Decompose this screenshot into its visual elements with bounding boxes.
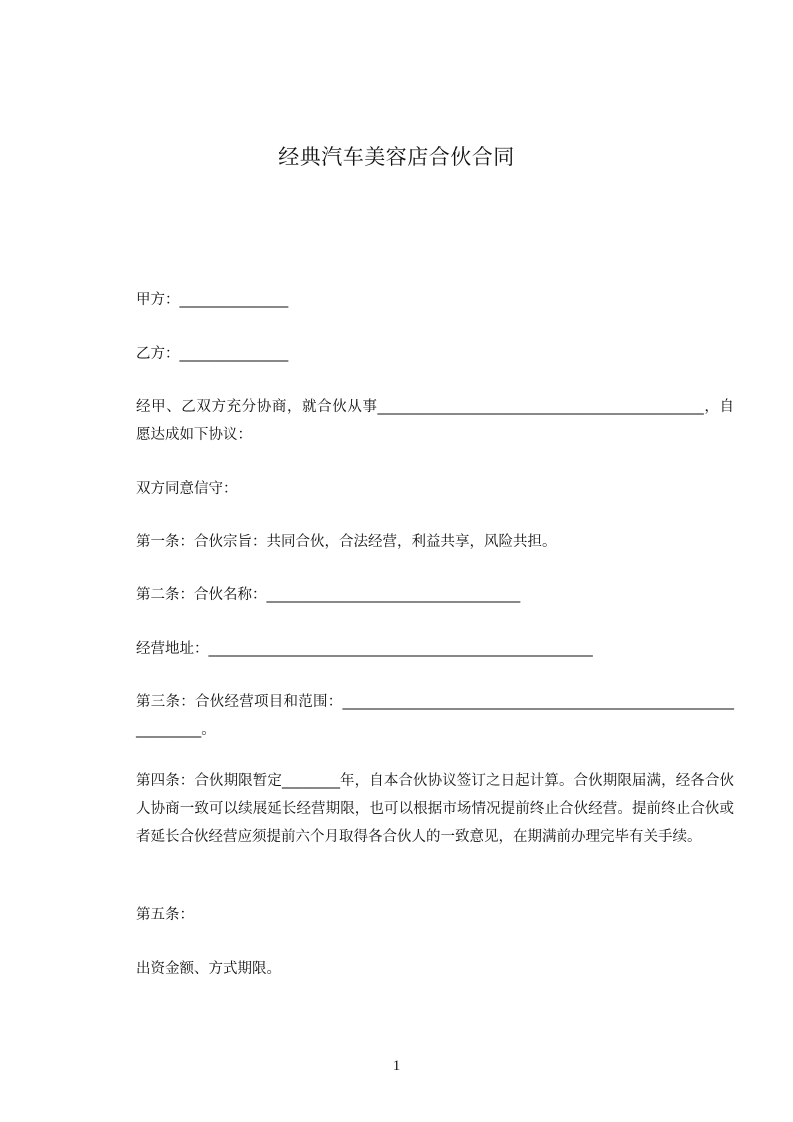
article-1: 第一条：合伙宗旨：共同合伙，合法经营，利益共享，风险共担。 <box>136 534 557 550</box>
party-b-line: 乙方：_______________ <box>136 346 289 362</box>
page-number: 1 <box>392 1058 401 1074</box>
article-4: 第四条：合伙期限暂定________年，自本合伙协议签订之日起计算。合伙期限届满，经各合伙人协商一致可以续展延长经营期限，也可以根据市场情况提前终止合伙经营。提前终止合伙或者延长合伙经营应须提前六个月取得各合伙人的一致意见，在期满前办理完毕有关手续。 <box>136 773 734 845</box>
business-address-line: 经营地址：_____________________________________________________ <box>136 641 593 657</box>
intro-paragraph: 经甲、乙双方充分协商，就合伙从事_____________________________________________，自愿达成如下协议： <box>136 399 734 443</box>
document-title: 经典汽车美容店合伙合同 <box>278 145 515 169</box>
article-2: 第二条：合伙名称：___________________________________ <box>136 587 521 603</box>
article-5: 第五条： <box>136 907 194 923</box>
agreement-line: 双方同意信守： <box>136 481 238 497</box>
party-a-line: 甲方：_______________ <box>136 292 289 308</box>
article-3: 第三条：合伙经营项目和范围：_______________________________________________________________。 <box>136 694 734 738</box>
capital-line: 出资金额、方式期限。 <box>136 961 281 977</box>
